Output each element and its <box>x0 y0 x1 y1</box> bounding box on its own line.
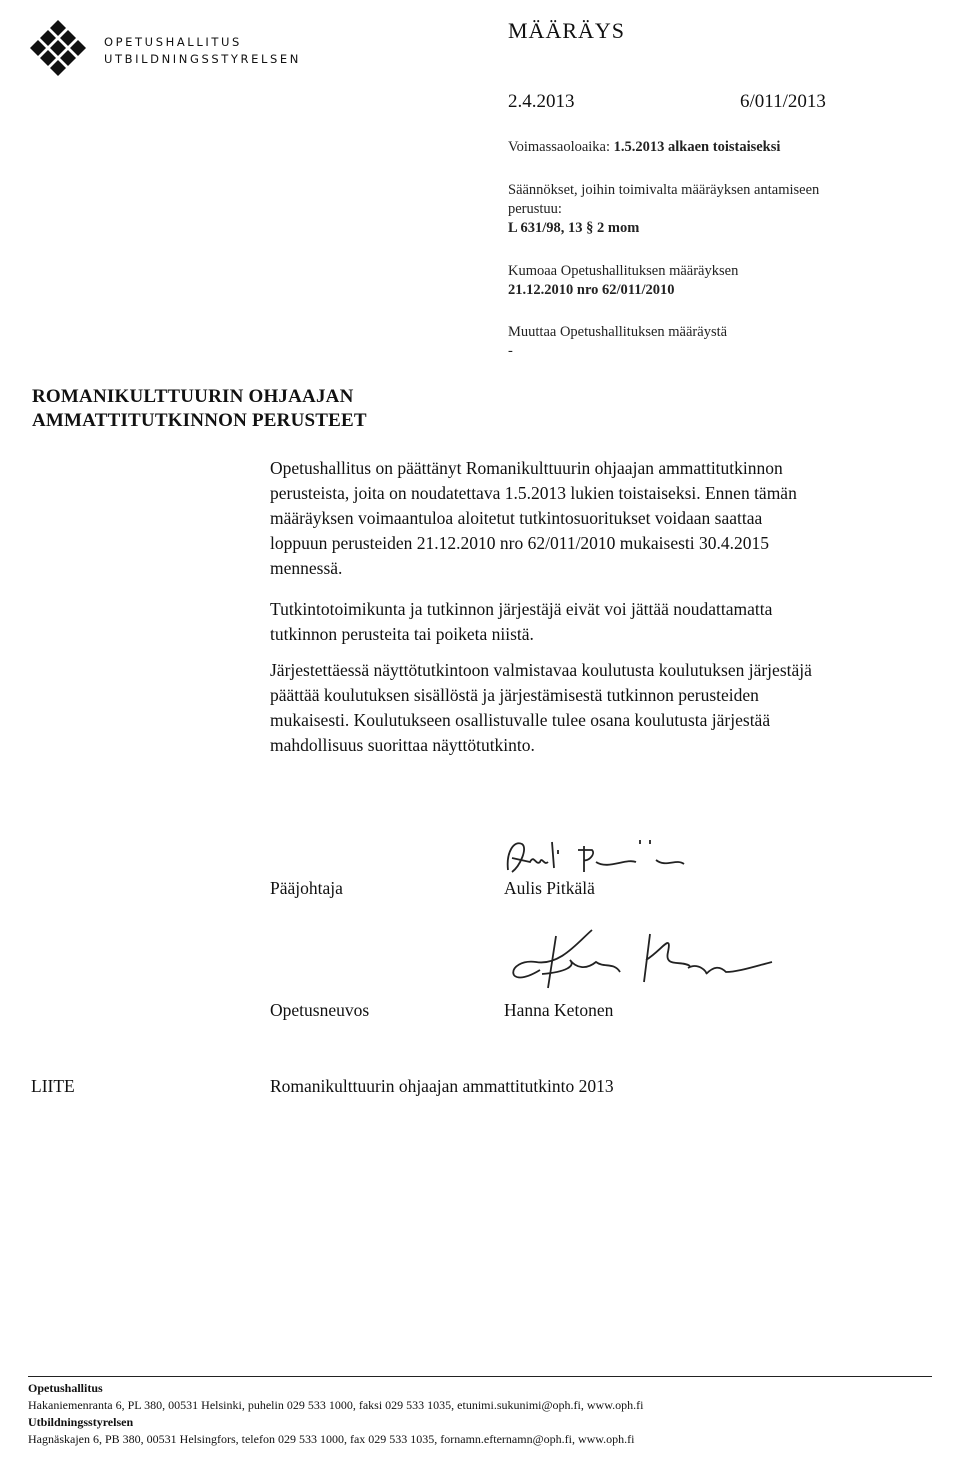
document-title <box>32 385 367 433</box>
paragraph-line: perusteista, joita on noudatettava 1.5.2013 lukien toistaiseksi. Ennen tämän <box>270 483 797 503</box>
paragraph-line: päättää koulutuksen sisällöstä ja järjestämisestä tutkinnon perusteiden <box>270 685 759 705</box>
document-type: MÄÄRÄYS <box>508 18 626 43</box>
paragraph-line: mahdollisuus suorittaa näyttötutkinto. <box>270 735 535 755</box>
footer-divider <box>28 1376 932 1377</box>
signature-2-image <box>500 922 780 998</box>
paragraph-2 <box>270 597 920 647</box>
signature-1-image <box>500 832 690 882</box>
amends-value: - <box>508 343 513 359</box>
signatory-2-role: Opetusneuvos <box>270 1000 370 1020</box>
footer-address-sv: Hagnäskajen 6, PB 380, 00531 Helsingfors, telefon 029 533 1000, fax 029 533 1035, fornamn.efternamn@oph.fi, www.oph.fi <box>28 1432 635 1446</box>
validity-label: Voimassaoloaika: <box>508 139 614 155</box>
basis-label-2: perustuu: <box>508 201 562 217</box>
signatory-2-name: Hanna Ketonen <box>504 1000 614 1020</box>
org-name-sv: UTBILDNINGSSTYRELSEN <box>104 52 301 66</box>
paragraph-line: mukaisesti. Koulutukseen osallistuvalle tulee osana koulutusta järjestää <box>270 710 771 730</box>
paragraph-1 <box>270 456 920 581</box>
document-date: 2.4.2013 <box>508 91 575 112</box>
paragraph-line: mennessä. <box>270 558 343 578</box>
footer-org-sv: Utbildningsstyrelsen <box>28 1415 134 1429</box>
amends-block <box>508 323 727 361</box>
basis-block <box>508 181 819 238</box>
paragraph-line: Opetushallitus on päättänyt Romanikulttuurin ohjaajan ammattitutkinnon <box>270 458 783 478</box>
validity-line <box>508 138 780 157</box>
paragraph-3 <box>270 658 920 758</box>
attachment-text: Romanikulttuurin ohjaajan ammattitutkinto 2013 <box>270 1076 614 1096</box>
title-line-2: AMMATTITUTKINNON PERUSTEET <box>32 410 367 431</box>
opetushallitus-logo-icon <box>28 18 88 78</box>
signatory-1-name: Aulis Pitkälä <box>504 878 595 898</box>
paragraph-line: loppuun perusteiden 21.12.2010 nro 62/011/2010 mukaisesti 30.4.2015 <box>270 533 770 553</box>
paragraph-line: Järjestettäessä näyttötutkintoon valmistavaa koulutusta koulutuksen järjestäjä <box>270 660 812 680</box>
paragraph-line: Tutkintotoimikunta ja tutkinnon järjestäjä eivät voi jättää noudattamatta <box>270 599 773 619</box>
title-line-1: ROMANIKULTTUURIN OHJAAJAN <box>32 386 354 407</box>
revokes-value: 21.12.2010 nro 62/011/2010 <box>508 282 675 298</box>
signatory-1-role: Pääjohtaja <box>270 878 343 898</box>
footer-org-fi: Opetushallitus <box>28 1381 103 1395</box>
validity-value: 1.5.2013 alkaen toistaiseksi <box>613 139 781 155</box>
attachment-label: LIITE <box>31 1076 75 1096</box>
paragraph-line: määräyksen voimaantuloa aloitetut tutkintosuoritukset voidaan saattaa <box>270 508 763 528</box>
org-name-fi: OPETUSHALLITUS <box>104 35 242 49</box>
org-name <box>104 34 301 68</box>
paragraph-line: tutkinnon perusteita tai poiketa niistä. <box>270 624 534 644</box>
revokes-block <box>508 262 738 300</box>
revokes-label: Kumoaa Opetushallituksen määräyksen <box>508 263 739 279</box>
basis-label-1: Säännökset, joihin toimivalta määräyksen antamiseen <box>508 182 820 198</box>
basis-value: L 631/98, 13 § 2 mom <box>508 220 640 236</box>
document-number: 6/011/2013 <box>740 91 826 112</box>
footer <box>28 1380 643 1448</box>
amends-label: Muuttaa Opetushallituksen määräystä <box>508 324 728 340</box>
footer-address-fi: Hakaniemenranta 6, PL 380, 00531 Helsinki, puhelin 029 533 1000, faksi 029 533 1035, etunimi.sukunimi@oph.fi, www.oph.fi <box>28 1398 644 1412</box>
